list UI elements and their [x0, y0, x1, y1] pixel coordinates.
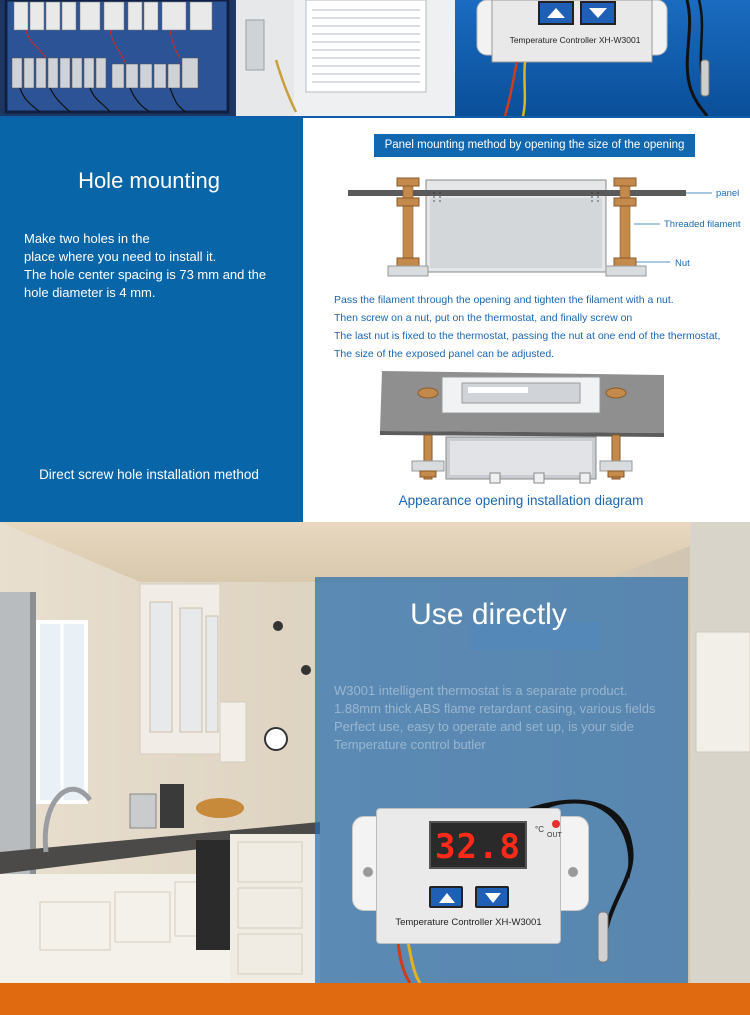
hole-mounting-panel — [0, 118, 303, 522]
temperature-display — [429, 821, 527, 869]
thermostat-device — [352, 808, 589, 944]
label-panel: panel — [716, 188, 740, 199]
bottom-orange-bar — [0, 983, 750, 1015]
up-button[interactable] — [429, 886, 463, 908]
temperature-reading: 32.8 — [435, 827, 521, 867]
mount-hole-icon — [568, 867, 578, 877]
installation-section — [0, 118, 750, 522]
step-text: Then screw on a nut, put on the thermostat, and finally screw on — [334, 312, 633, 324]
unit-label: °C — [535, 825, 544, 834]
mounting-steps — [334, 291, 748, 363]
panel-mounting-diagram — [346, 174, 750, 288]
out-led-icon — [552, 820, 560, 828]
arrow-down-icon — [485, 893, 501, 903]
mount-hole-icon — [363, 867, 373, 877]
electrical-cabinet-photo — [0, 0, 455, 116]
description-line: W3001 intelligent thermostat is a separate product. — [334, 683, 628, 698]
down-button[interactable] — [475, 886, 509, 908]
description-line: 1.88mm thick ABS flame retardant casing, various fields — [334, 701, 656, 716]
device-front-panel — [376, 808, 561, 944]
hole-mounting-title: Hole mounting — [78, 168, 220, 193]
appearance-diagram — [376, 371, 668, 485]
step-text: The size of the exposed panel can be adjusted. — [334, 348, 555, 360]
device-model-label: Temperature Controller XH-W3001 — [395, 917, 542, 928]
top-device-label: Temperature Controller XH-W3001 — [509, 35, 641, 45]
description-line: Perfect use, easy to operate and set up, is your side — [334, 719, 634, 734]
direct-screw-label: Direct screw hole installation method — [39, 467, 259, 482]
controller-top-photo — [455, 0, 750, 116]
arrow-up-icon — [439, 893, 455, 903]
panel-mounting-banner: Panel mounting method by opening the size of the opening — [374, 134, 695, 157]
use-directly-title: Use directly — [410, 598, 567, 631]
out-label: OUT — [547, 832, 562, 839]
hole-mounting-description: Make two holes in the place where you need to install it. The hole center spacing is 73 mm and the hole diameter is 4 mm. — [24, 231, 267, 300]
step-text: Pass the filament through the opening and tighten the filament with a nut. — [334, 294, 674, 306]
label-threaded-filament: Threaded filament — [664, 219, 741, 230]
appearance-label: Appearance opening installation diagram — [398, 493, 644, 508]
top-photo-strip — [0, 0, 750, 118]
description-line: Temperature control butler — [334, 737, 486, 752]
step-text: The last nut is fixed to the thermostat, passing the nut at one end of the thermostat, — [334, 330, 721, 342]
kitchen-photo-section — [0, 522, 750, 983]
label-nut: Nut — [675, 258, 690, 269]
